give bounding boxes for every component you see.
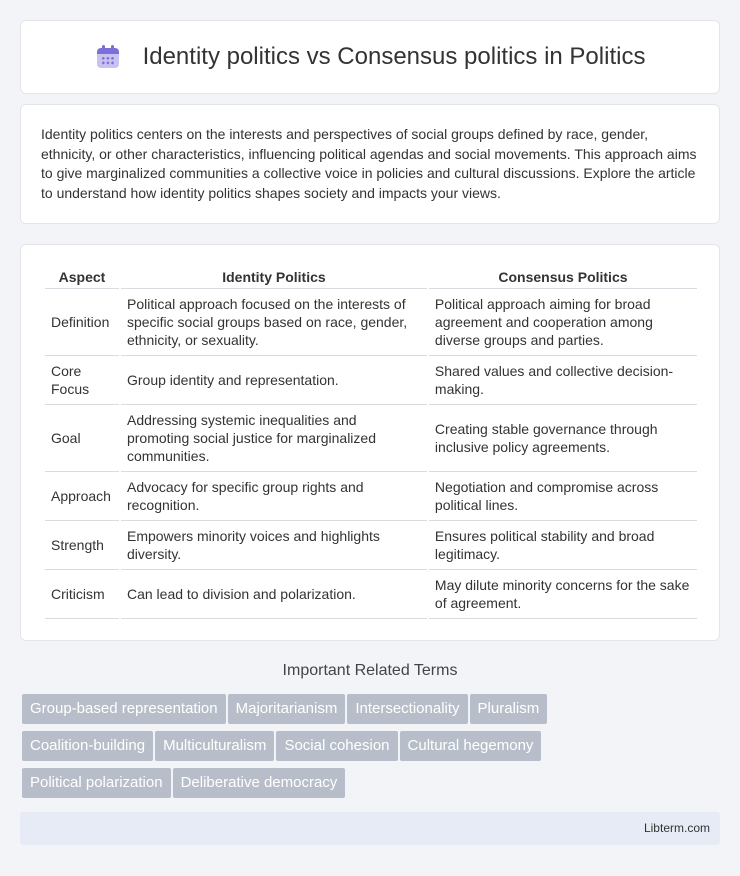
header-card <box>20 20 720 94</box>
related-term-tag[interactable]: Group-based representation <box>22 694 226 724</box>
table-row <box>45 405 697 472</box>
row-consensus-value: Political approach aiming for broad agreement and cooperation among diverse groups and parties. <box>429 289 697 356</box>
table-row <box>45 521 697 570</box>
related-term-tag[interactable]: Political polarization <box>22 768 171 798</box>
table-row <box>45 289 697 356</box>
related-term-tag[interactable]: Deliberative democracy <box>173 768 346 798</box>
intro-text: Identity politics centers on the interests and perspectives of social groups defined by race, gender, ethnicity, or other characteristics, influencing political agendas and social movements. This approach aims to give marginalized communities a collective voice in policies and cultural discussions. Explore the article to understand how identity politics shapes society and impacts your views. <box>41 126 697 201</box>
row-aspect: Strength <box>45 521 119 570</box>
table-row <box>45 356 697 405</box>
row-identity-value: Can lead to division and polarization. <box>121 570 427 619</box>
related-term-tag[interactable]: Intersectionality <box>347 694 467 724</box>
related-term-tag[interactable]: Multiculturalism <box>155 731 274 761</box>
calendar-icon <box>95 44 121 70</box>
related-term-tag[interactable]: Coalition-building <box>22 731 153 761</box>
related-term-tag[interactable]: Social cohesion <box>276 731 397 761</box>
related-term-tag[interactable]: Cultural hegemony <box>400 731 542 761</box>
header-consensus-politics: Consensus Politics <box>429 265 697 289</box>
row-aspect: Criticism <box>45 570 119 619</box>
table-row <box>45 570 697 619</box>
related-terms-title: Important Related Terms <box>282 662 458 679</box>
table-header-row <box>45 265 697 289</box>
page-title: Identity politics vs Consensus politics in Politics <box>142 43 646 70</box>
comparison-card <box>20 244 720 641</box>
row-identity-value: Empowers minority voices and highlights diversity. <box>121 521 427 570</box>
row-identity-value: Group identity and representation. <box>121 356 427 405</box>
intro-card <box>20 104 720 224</box>
header-aspect: Aspect <box>45 265 119 289</box>
row-consensus-value: Ensures political stability and broad legitimacy. <box>429 521 697 570</box>
row-aspect: Approach <box>45 472 119 521</box>
row-aspect: Definition <box>45 289 119 356</box>
row-consensus-value: Creating stable governance through inclusive policy agreements. <box>429 405 697 472</box>
related-term-tag[interactable]: Majoritarianism <box>228 694 346 724</box>
row-consensus-value: Shared values and collective decision-making. <box>429 356 697 405</box>
row-aspect: Core Focus <box>45 356 119 405</box>
related-term-tag[interactable]: Pluralism <box>470 694 548 724</box>
table-row <box>45 472 697 521</box>
row-identity-value: Advocacy for specific group rights and recognition. <box>121 472 427 521</box>
row-consensus-value: May dilute minority concerns for the sake of agreement. <box>429 570 697 619</box>
row-aspect: Goal <box>45 405 119 472</box>
row-consensus-value: Negotiation and compromise across political lines. <box>429 472 697 521</box>
related-terms-list <box>22 694 722 805</box>
comparison-table <box>43 265 699 619</box>
footer-site-link[interactable]: Libterm.com <box>643 821 710 835</box>
footer <box>20 812 720 845</box>
row-identity-value: Addressing systemic inequalities and promoting social justice for marginalized communities. <box>121 405 427 472</box>
row-identity-value: Political approach focused on the interests of specific social groups based on race, gender, ethnicity, or sexuality. <box>121 289 427 356</box>
header-identity-politics: Identity Politics <box>121 265 427 289</box>
